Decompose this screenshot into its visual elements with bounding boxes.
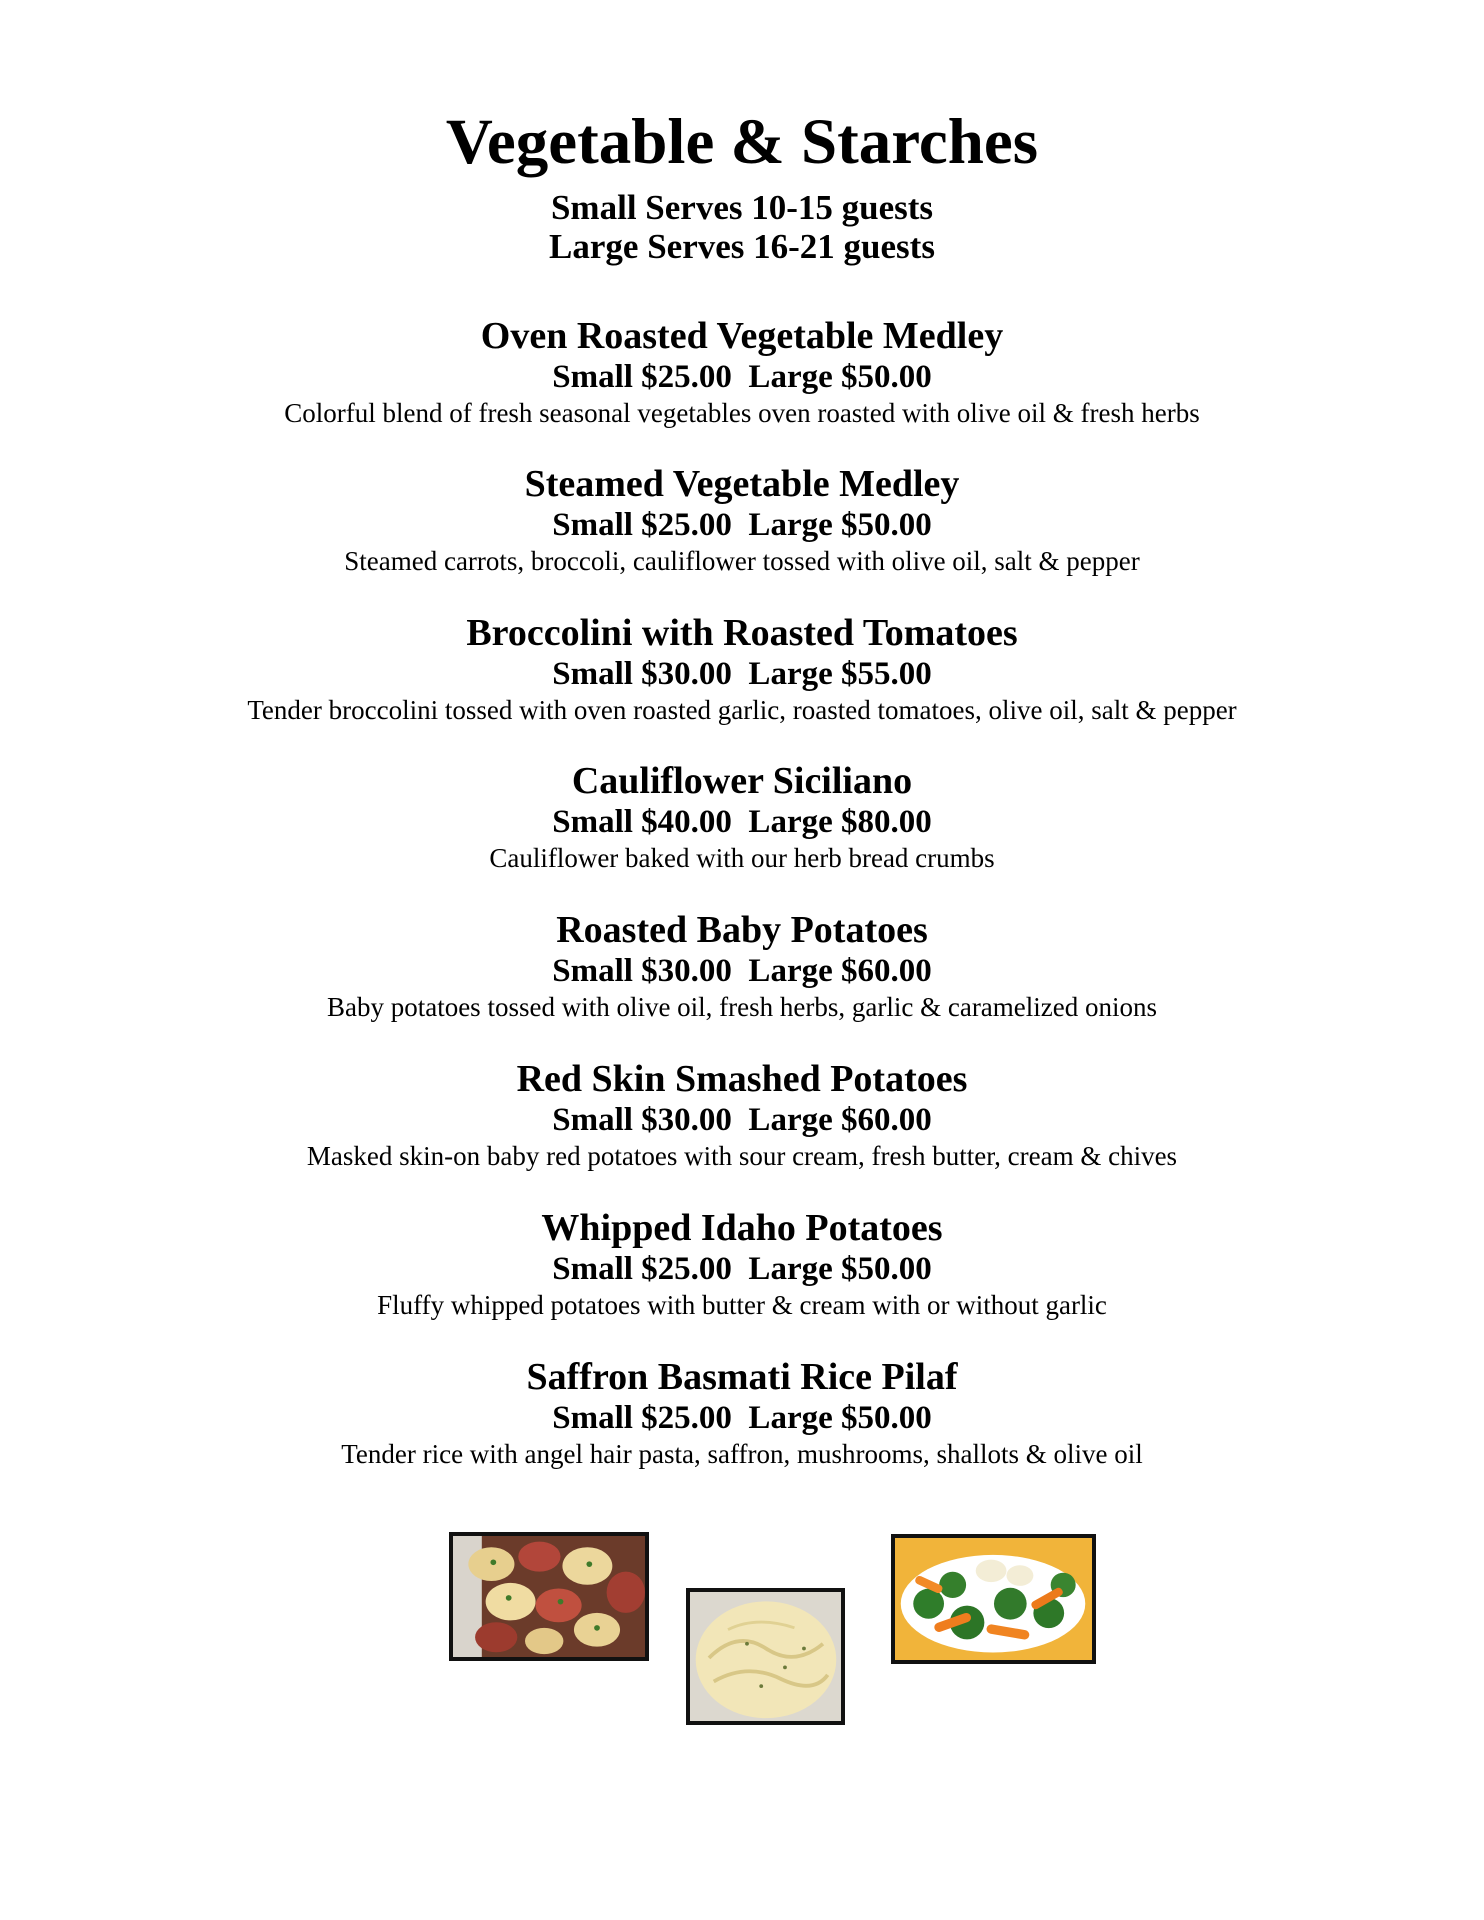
- potatoes-photo: [449, 1532, 649, 1661]
- item-price: Small $25.00 Large $50.00: [552, 1251, 932, 1287]
- menu-item: [0, 1057, 1484, 1173]
- serving-sizes: [0, 188, 1484, 266]
- item-price: Small $25.00 Large $50.00: [552, 1400, 932, 1436]
- item-name: Saffron Basmati Rice Pilaf: [526, 1356, 958, 1398]
- item-name: Broccolini with Roasted Tomatoes: [466, 612, 1018, 654]
- item-price: Small $30.00 Large $60.00: [552, 953, 932, 989]
- vegetables-photo: [891, 1534, 1096, 1664]
- vegetables-photo-icon: [895, 1538, 1092, 1660]
- menu-item: [0, 611, 1484, 727]
- item-description: Cauliflower baked with our herb bread crumbs: [489, 843, 995, 873]
- item-price: Small $30.00 Large $60.00: [552, 1102, 932, 1138]
- item-description: Baby potatoes tossed with olive oil, fresh herbs, garlic & caramelized onions: [326, 992, 1158, 1022]
- mashed-potatoes-photo-icon: [690, 1592, 841, 1721]
- item-price: Small $25.00 Large $50.00: [552, 507, 932, 543]
- item-name: Whipped Idaho Potatoes: [541, 1207, 943, 1249]
- item-description: Colorful blend of fresh seasonal vegetables oven roasted with olive oil & fresh herbs: [284, 398, 1200, 428]
- menu-item: [0, 462, 1484, 578]
- menu-item: [0, 759, 1484, 875]
- item-name: Oven Roasted Vegetable Medley: [480, 315, 1004, 357]
- item-price: Small $30.00 Large $55.00: [552, 656, 932, 692]
- item-name: Red Skin Smashed Potatoes: [516, 1058, 968, 1100]
- item-name: Cauliflower Siciliano: [571, 760, 913, 802]
- item-name: Steamed Vegetable Medley: [524, 463, 960, 505]
- item-price: Small $25.00 Large $50.00: [552, 359, 932, 395]
- item-description: Tender broccolini tossed with oven roasted garlic, roasted tomatoes, olive oil, salt & pepper: [247, 695, 1237, 725]
- item-description: Steamed carrots, broccoli, cauliflower tossed with olive oil, salt & pepper: [344, 546, 1140, 576]
- potatoes-photo-icon: [453, 1536, 645, 1657]
- item-description: Masked skin-on baby red potatoes with sour cream, fresh butter, cream & chives: [306, 1141, 1178, 1171]
- menu-item: [0, 1206, 1484, 1322]
- menu-item: [0, 908, 1484, 1024]
- menu-item: [0, 1355, 1484, 1471]
- item-price: Small $40.00 Large $80.00: [552, 804, 932, 840]
- item-name: Roasted Baby Potatoes: [556, 909, 928, 951]
- serves-small: Small Serves 10-15 guests: [550, 188, 934, 227]
- item-description: Fluffy whipped potatoes with butter & cream with or without garlic: [377, 1290, 1107, 1320]
- page-title: Vegetable & Starches: [445, 106, 1039, 178]
- serves-large: Large Serves 16-21 guests: [549, 227, 935, 266]
- menu-item: [0, 314, 1484, 430]
- item-description: Tender rice with angel hair pasta, saffron, mushrooms, shallots & olive oil: [341, 1439, 1143, 1469]
- mashed-potatoes-photo: [686, 1588, 845, 1725]
